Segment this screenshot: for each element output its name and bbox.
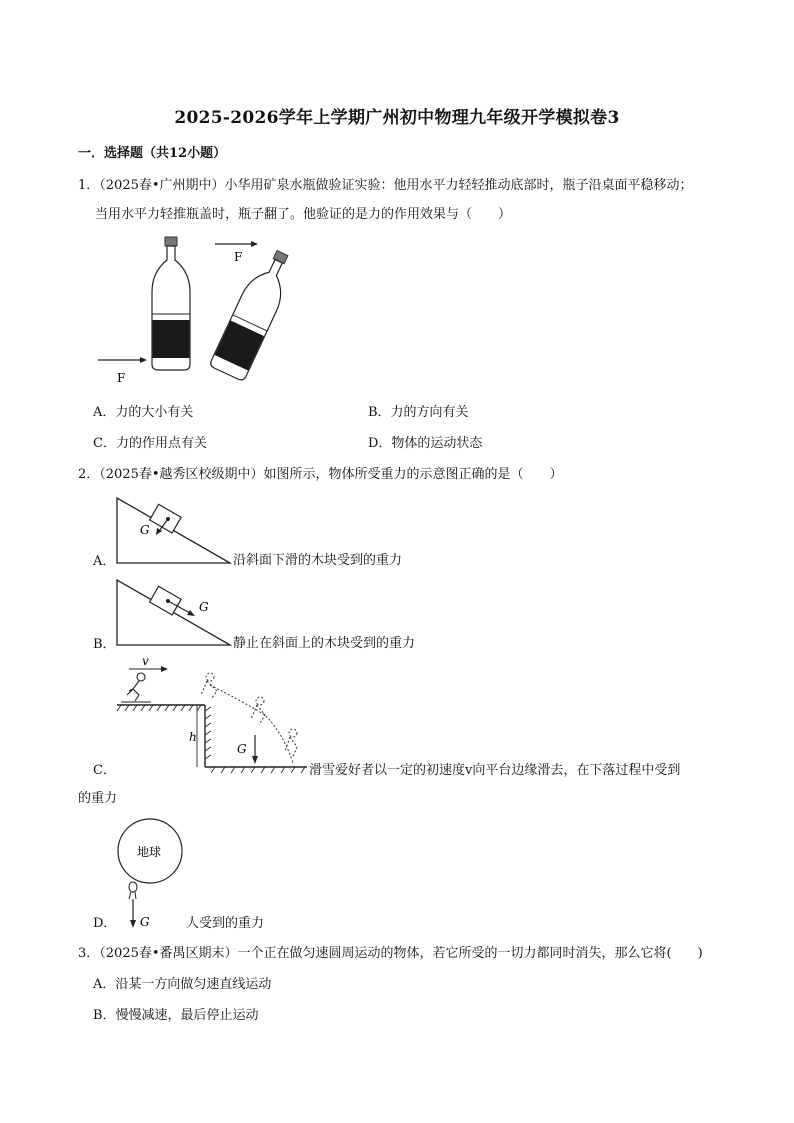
- earth-label: 地球: [137, 845, 162, 859]
- force-label-bottom: F: [117, 371, 126, 385]
- q1-option-c[interactable]: C．力的作用点有关: [93, 436, 207, 451]
- q1-stem-line1: 1．（2025春•广州期中）小华用矿泉水瓶做验证实验：他用水平力轻轻推动底部时，瓶子沿桌面平稳移动；: [78, 178, 693, 193]
- q3-option-b[interactable]: B．慢慢减速，最后停止运动: [93, 1008, 259, 1023]
- tipping-bottle: [209, 245, 300, 382]
- upright-bottle: [152, 237, 190, 370]
- force-arrow-top: [215, 241, 258, 247]
- q2-option-a-caption: 沿斜面下滑的木块受到的重力: [233, 553, 403, 568]
- g-label: G: [140, 523, 150, 537]
- q2-option-c-letter[interactable]: C．: [93, 763, 116, 778]
- q2-option-c-caption-line2: 的重力: [78, 791, 118, 806]
- q2-stem: 2．（2025春•越秀区校级期中）如图所示，物体所受重力的示意图正确的是（ ）: [78, 467, 563, 482]
- q1-bottles-figure: [90, 232, 310, 392]
- height-label: h: [189, 730, 197, 744]
- g-label: G: [237, 742, 247, 756]
- q1-option-a[interactable]: A．力的大小有关: [93, 405, 194, 420]
- section-heading: 一．选择题（共12小题）: [78, 146, 227, 161]
- force-arrow-bottom: [98, 357, 147, 363]
- velocity-label: v: [142, 655, 149, 668]
- q3-option-a[interactable]: A．沿某一方向做匀速直线运动: [93, 977, 272, 992]
- q2-option-a-figure: [112, 493, 236, 569]
- q2-option-b-letter[interactable]: B．: [93, 637, 116, 652]
- q3-stem: 3．（2025春•番禺区期末）一个正在做匀速圆周运动的物体，若它所受的一切力都同时消失，那么它将( ): [78, 946, 703, 961]
- q2-option-c-caption-line1: 滑雪爱好者以一定的初速度v向平台边缘滑去，在下落过程中受到: [309, 763, 681, 778]
- q2-option-a-letter[interactable]: A．: [93, 554, 116, 569]
- q1-option-b[interactable]: B．力的方向有关: [368, 405, 469, 420]
- q1-stem-line2: 当用水平力轻推瓶盖时，瓶子翻了。他验证的是力的作用效果与（ ）: [95, 207, 512, 222]
- force-label-top: F: [234, 250, 243, 264]
- skier-icon: [121, 673, 151, 702]
- g-label: G: [140, 915, 150, 929]
- person-icon: [129, 882, 137, 899]
- q2-option-c-figure: [115, 655, 310, 775]
- q2-option-d-caption: 人受到的重力: [186, 916, 265, 931]
- q1-option-d[interactable]: D．物体的运动状态: [368, 436, 483, 451]
- page-title: 2025-2026学年上学期广州初中物理九年级开学模拟卷3: [174, 108, 620, 128]
- g-label: G: [199, 600, 209, 614]
- trajectory: [201, 673, 297, 763]
- q2-option-b-figure: [112, 575, 236, 651]
- q2-option-b-caption: 静止在斜面上的木块受到的重力: [233, 636, 416, 651]
- q2-option-d-letter[interactable]: D．: [93, 916, 117, 931]
